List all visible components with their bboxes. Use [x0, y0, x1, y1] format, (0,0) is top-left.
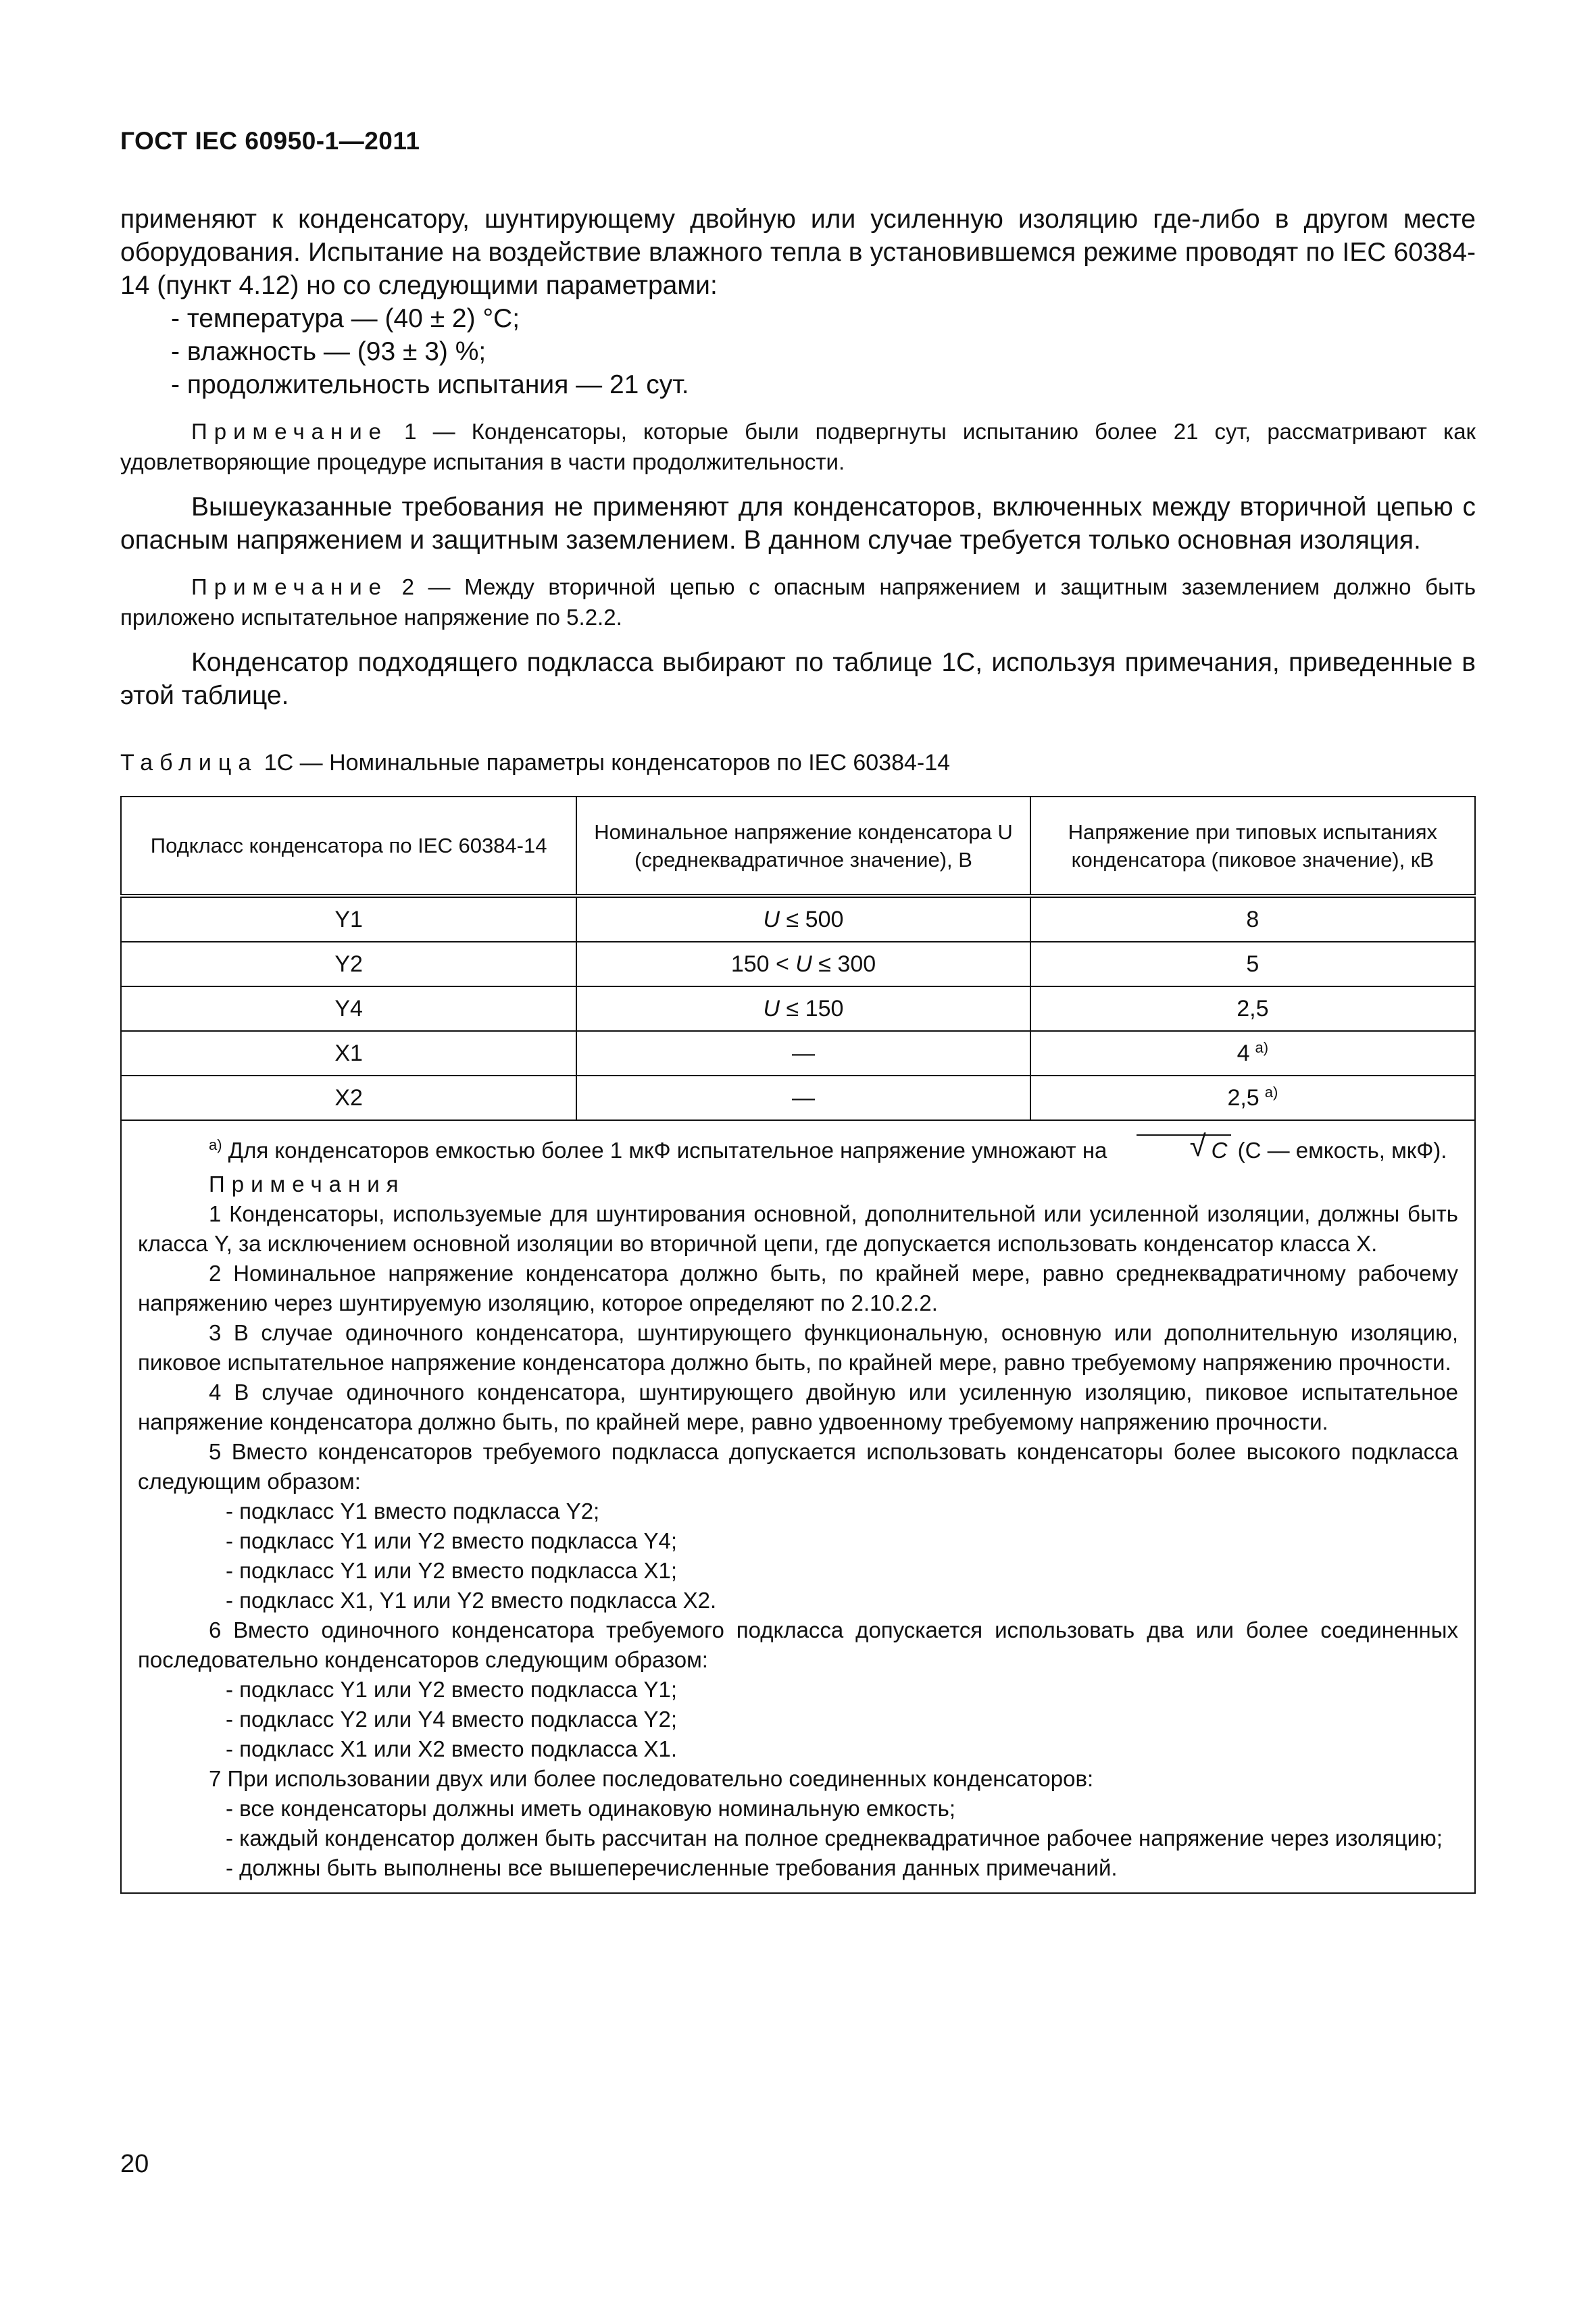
test-voltage-cell: 4 $^{а)}$ [1030, 1031, 1475, 1076]
note-list-item: - подкласс Y1 или Y2 вместо подкласса X1; [226, 1558, 678, 1583]
note-list-item: - подкласс Y1 или Y2 вместо подкласса Y4; [226, 1528, 678, 1553]
note-text: 2 — Между вторичной цепью с опасным напряжением и защитным заземлением должно быть приложено испытательное напряжение по 5.2.2. [120, 574, 1476, 630]
note-paragraph: 1 Конденсаторы, используемые для шунтирования основной, дополнительной или усиленной изоляции, должны быть класса Y, за исключением основной изоляции во вторичной цепи, где допускается использовать конденсатор класса X. [138, 1201, 1458, 1256]
note-paragraph: 5 Вместо конденсаторов требуемого подкласса допускается использовать конденсаторы более высокого подкласса следующим образом: [138, 1439, 1458, 1494]
note-list-item: - подкласс X1 или X2 вместо подкласса X1. [226, 1736, 678, 1761]
subclass-cell: X1 [121, 1031, 576, 1076]
note-1 [120, 416, 1476, 477]
note-label: Примечание [191, 574, 389, 599]
note-list-item: - должны быть выполнены все вышеперечисленные требования данных примечаний. [226, 1855, 1118, 1880]
rated-voltage-cell: — [576, 1076, 1030, 1120]
subclass-cell: Y1 [121, 896, 576, 942]
footnote-text: Для конденсаторов емкостью более 1 мкФ испытательное напряжение умножают на [228, 1138, 1107, 1163]
note-paragraph: 4 В случае одиночного конденсатора, шунтирующего двойную или усиленную изоляцию, пиковое испытательное напряжение конденсатора должно быть, по крайней мере, равно удвоенному требуемому напряжению прочности. [138, 1380, 1458, 1434]
table-notes-row [121, 1120, 1475, 1893]
footnote-tail: (С — емкость, мкФ). [1237, 1138, 1447, 1163]
column-header: Подкласс конденсатора по IEC 60384-14 [121, 797, 576, 896]
document-header: ГОСТ IEC 60950-1—2011 [120, 127, 420, 155]
sqrt-c: √ C [1137, 1134, 1232, 1165]
paragraph-2: Вышеуказанные требования не применяют для конденсаторов, включенных между вторичной цепью с опасным напряжением и защитным заземлением. В данном случае требуется только основная изоляция. [120, 493, 1476, 555]
table-notes [121, 1120, 1475, 1893]
rated-voltage-cell: U ≤ 500 [576, 896, 1030, 942]
note-list-item: - подкласс Y1 или Y2 вместо подкласса Y1; [226, 1677, 678, 1702]
footnote-a [138, 1134, 1458, 1165]
footnote-mark: а) [209, 1136, 222, 1153]
test-voltage-cell: 5 [1030, 942, 1475, 986]
table-caption-label: Таблица [120, 750, 258, 776]
table-header-row [121, 797, 1475, 896]
note-paragraph: 7 При использовании двух или более последовательно соединенных конденсаторов: [209, 1766, 1094, 1791]
subclass-cell: Y2 [121, 942, 576, 986]
table-row [121, 1031, 1475, 1076]
note-list-item: - подкласс Y2 или Y4 вместо подкласса Y2; [226, 1707, 678, 1732]
rated-voltage-cell: — [576, 1031, 1030, 1076]
note-list-item: - все конденсаторы должны иметь одинаковую номинальную емкость; [226, 1796, 956, 1821]
note-list-item: - каждый конденсатор должен быть рассчитан на полное среднеквадратичное рабочее напряжение через изоляцию; [226, 1826, 1443, 1851]
param-item: - температура — (40 ± 2) °С; [171, 304, 520, 333]
table-caption-text: 1С — Номинальные параметры конденсаторов по IEC 60384-14 [264, 750, 951, 776]
test-voltage-cell: 8 [1030, 896, 1475, 942]
column-header: Напряжение при типовых испытаниях конденсатора (пиковое значение), кВ [1030, 797, 1475, 896]
note-2 [120, 572, 1476, 632]
rated-voltage-cell: U ≤ 150 [576, 986, 1030, 1031]
paragraph-3: Конденсатор подходящего подкласса выбирают по таблице 1С, используя примечания, приведенные в этой таблице. [120, 648, 1476, 710]
note-list-item: - подкласс Y1 вместо подкласса Y2; [226, 1499, 600, 1524]
test-voltage-cell: 2,5 [1030, 986, 1475, 1031]
note-paragraph: 2 Номинальное напряжение конденсатора должно быть, по крайней мере, равно среднеквадратичному рабочему напряжению через шунтируемую изоляцию, которое определяют по 2.10.2.2. [138, 1261, 1458, 1315]
note-label: Примечание [191, 419, 389, 444]
param-item: - влажность — (93 ± 3) %; [171, 337, 487, 366]
rated-voltage-cell: 150 < U ≤ 300 [576, 942, 1030, 986]
subclass-cell: Y4 [121, 986, 576, 1031]
column-header: Номинальное напряжение конденсатора U (среднеквадратичное значение), В [576, 797, 1030, 896]
table-caption [120, 750, 950, 776]
notes-list [138, 1199, 1458, 1883]
paragraph-1: применяют к конденсатору, шунтирующему двойную или усиленную изоляцию где-либо в другом месте оборудования. Испытание на воздействие влажного тепла в установившемся режиме проводят по IEC 60384-14 (пункт 4.12) но со следующими параметрами: [120, 205, 1476, 300]
note-paragraph: 6 Вместо одиночного конденсатора требуемого подкласса допускается использовать два или более соединенных последовательно конденсаторов следующим образом: [138, 1617, 1458, 1672]
table-row [121, 986, 1475, 1031]
param-item: - продолжительность испытания — 21 сут. [171, 370, 689, 399]
notes-title: Примечания [209, 1172, 405, 1197]
footnote-ref: а) [1255, 1038, 1269, 1056]
table-row [121, 942, 1475, 986]
body-text [120, 203, 1476, 712]
footnote-ref: а) [1264, 1083, 1278, 1101]
table-row [121, 896, 1475, 942]
note-list-item: - подкласс X1, Y1 или Y2 вместо подкласса X2. [226, 1588, 717, 1613]
table-row [121, 1076, 1475, 1120]
test-voltage-cell: 2,5 $^{а)}$ [1030, 1076, 1475, 1120]
subclass-cell: X2 [121, 1076, 576, 1120]
note-text: 1 — Конденсаторы, которые были подвергнуты испытанию более 21 сут, рассматривают как удовлетворяющие процедуре испытания в части продолжительности. [120, 419, 1476, 474]
capacitor-table [120, 796, 1476, 1894]
note-paragraph: 3 В случае одиночного конденсатора, шунтирующего функциональную, основную или дополнительную изоляцию, пиковое испытательное напряжение конденсатора должно быть, по крайней мере, равно требуемому напряжению прочности. [138, 1320, 1458, 1375]
page-number: 20 [120, 2150, 149, 2178]
